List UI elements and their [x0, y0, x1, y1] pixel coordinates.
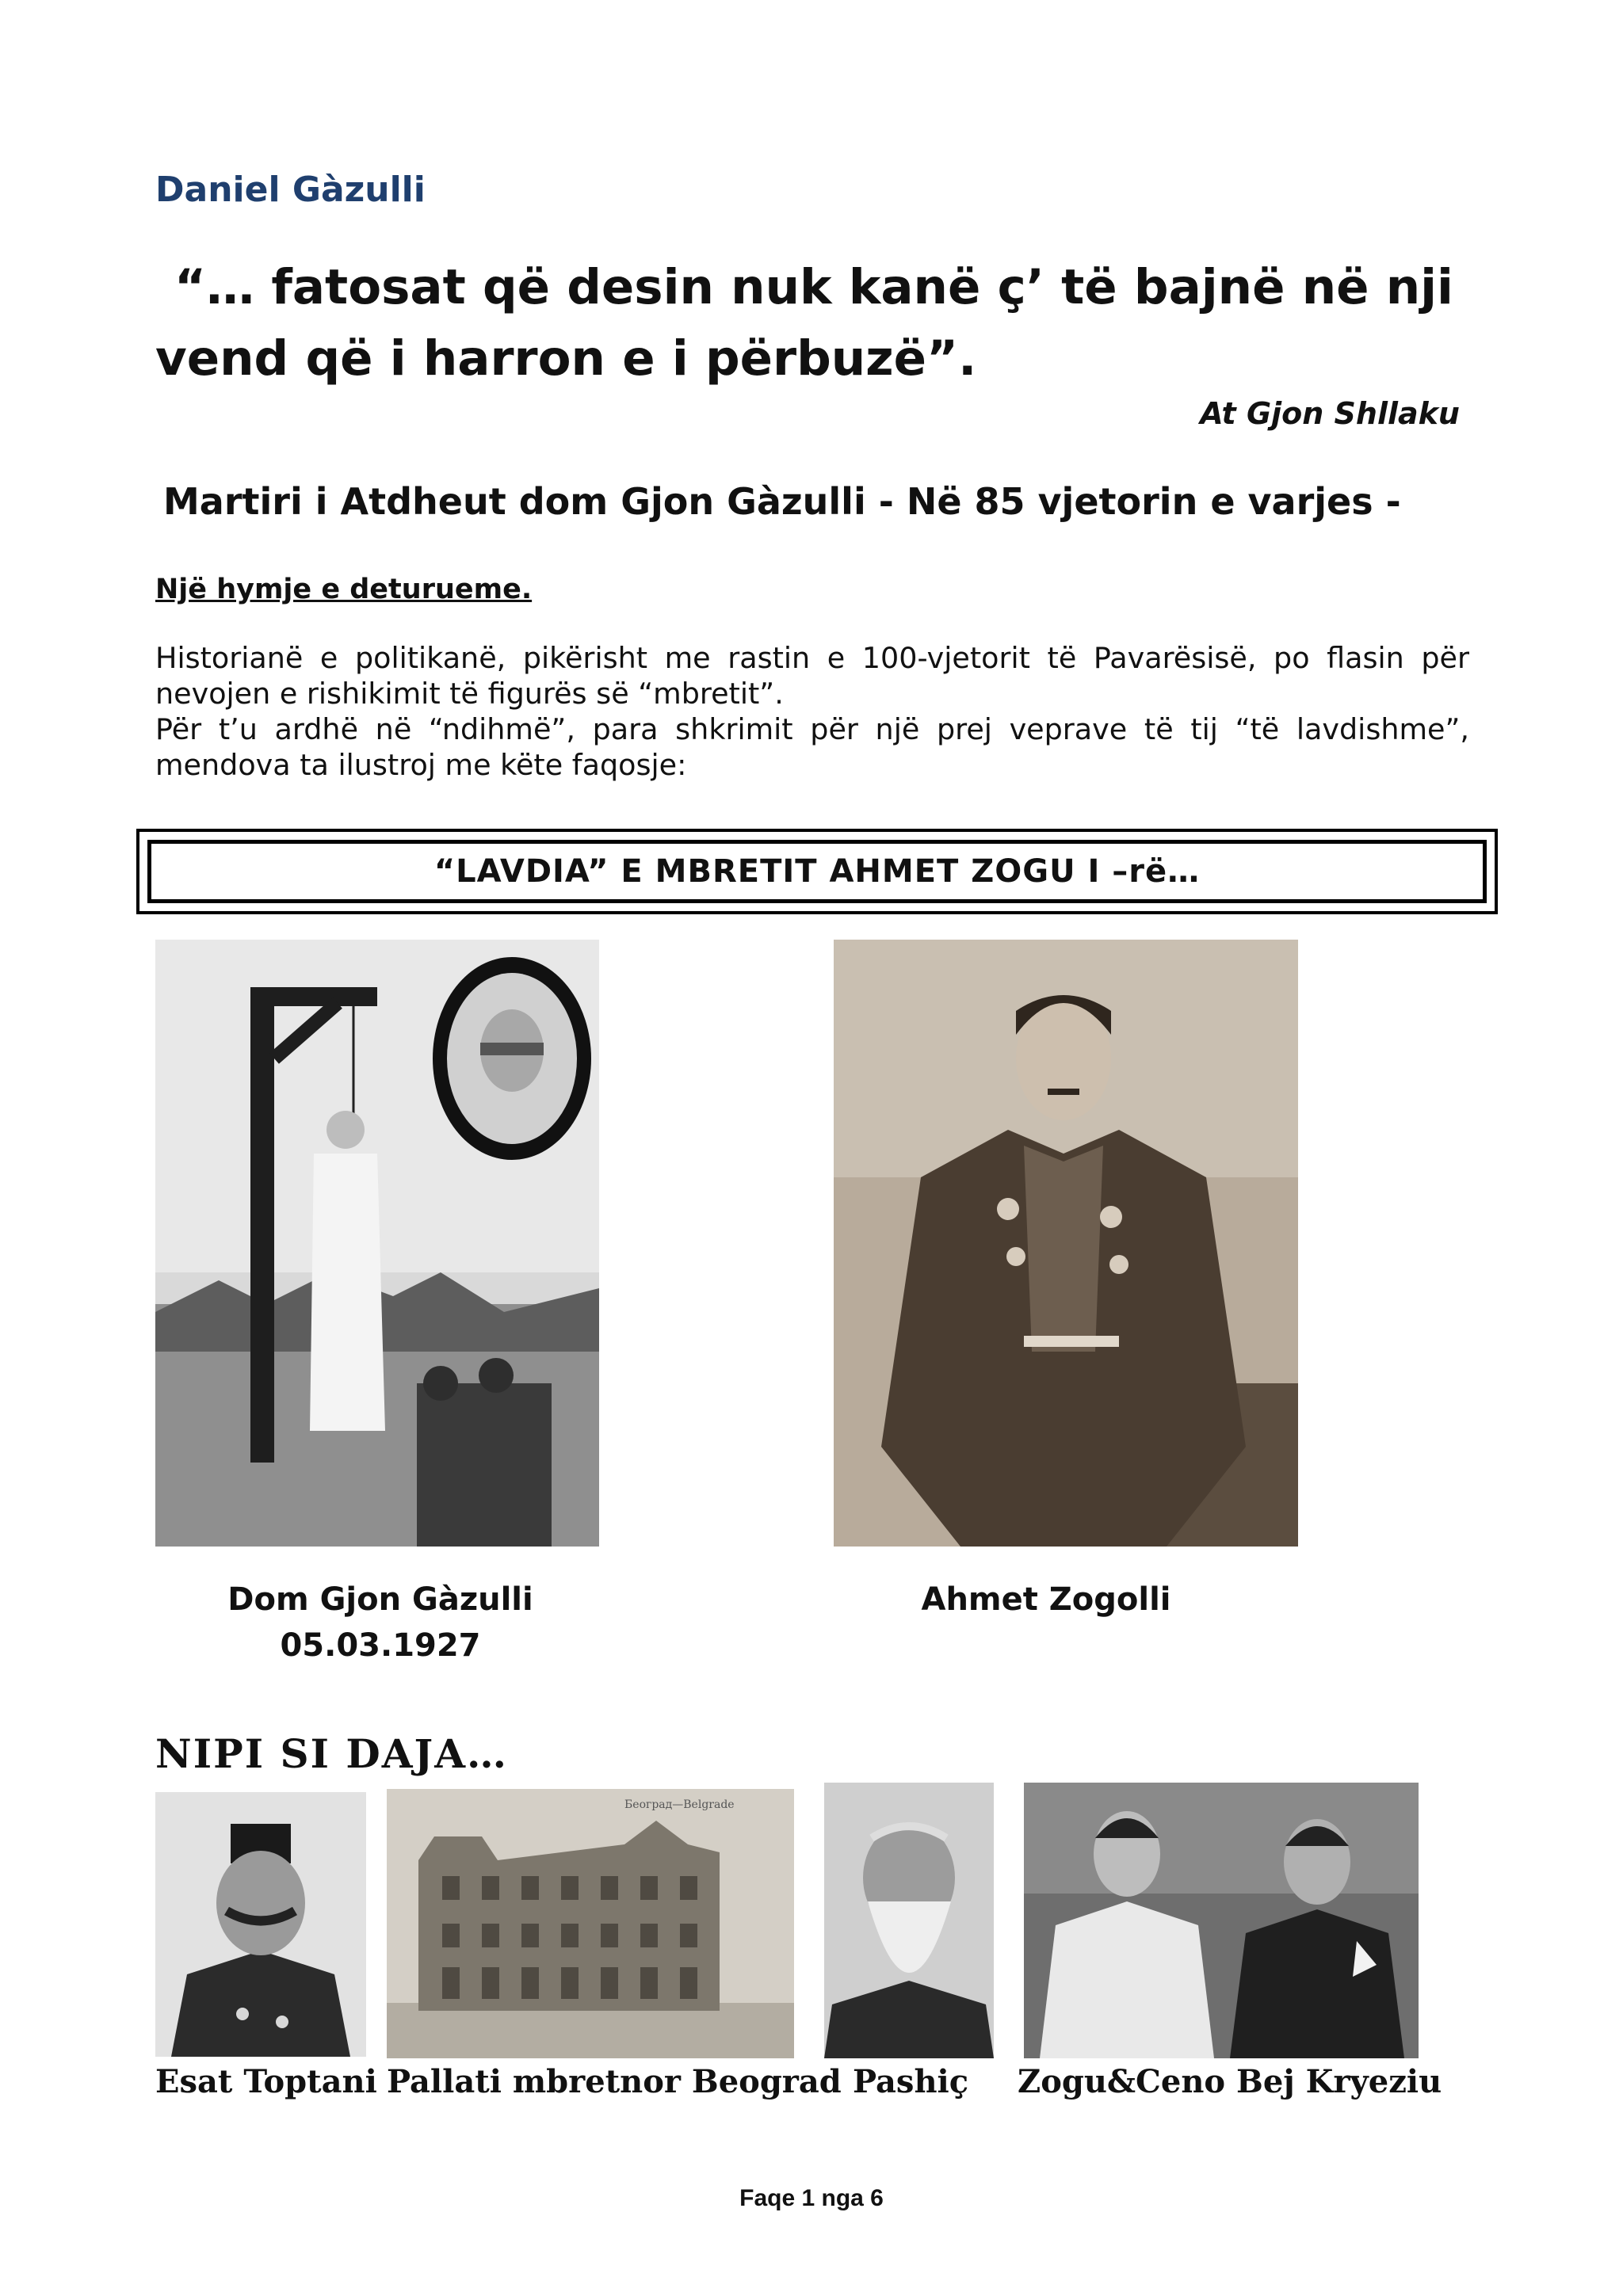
article-title: Martiri i Atdheut dom Gjon Gàzulli - Në 85 vjetorin e varjes - — [163, 480, 1401, 523]
caption-zogolli: Ahmet Zogolli — [921, 1581, 1171, 1618]
caption-pashic: Pashiç — [853, 2063, 969, 2100]
belgrade-palace-photo — [387, 1789, 794, 2058]
caption-pallati: Pallati mbretnor Beograd — [387, 2063, 842, 2100]
caption-zogu-ceno: Zogu&Ceno Bej Kryeziu — [1018, 2063, 1442, 2100]
title-banner — [136, 829, 1498, 914]
quote-line-1: “… fatosat që desin nuk kanë ç’ të bajnë në nji — [174, 259, 1453, 315]
intro-text — [155, 640, 1469, 783]
caption-date: 05.03.1927 — [280, 1627, 481, 1664]
zogu-kryeziu-photo — [1024, 1783, 1419, 2058]
nipi-heading: NIPI SI DAJA… — [155, 1730, 508, 1777]
pashic-photo — [824, 1783, 994, 2058]
quote-line-2: vend që i harron e i përbuzë”. — [155, 330, 977, 387]
epigraph-quote — [155, 252, 1471, 395]
quote-attribution: At Gjon Shllaku — [1200, 396, 1460, 431]
intro-paragraph-1: Historianë e politikanë, pikërisht me rastin e 100-vjetorit të Pavarësisë, po flasin për nevojen e rishikimit të figurës së “mbretit”. — [155, 641, 1469, 711]
king-portrait-photo — [834, 940, 1298, 1547]
caption-esat-toptani: Esat Toptani — [155, 2063, 377, 2100]
esat-toptani-photo — [155, 1792, 366, 2057]
section-title: Një hymje e deturueme. — [155, 574, 533, 605]
gallows-photo — [155, 940, 599, 1547]
caption-gazulli: Dom Gjon Gàzulli — [227, 1581, 533, 1618]
page-footer: Faqe 1 nga 6 — [739, 2185, 884, 2211]
banner-text: “LAVDIA” E MBRETIT AHMET ZOGU I –rë… — [433, 853, 1201, 890]
postcard-caption: Београд—Belgrade — [624, 1798, 735, 1811]
intro-paragraph-2: Për t’u ardhë në “ndihmë”, para shkrimit për një prej veprave të tij “të lavdishme”, mendova ta ilustroj me këte faqosje: — [155, 712, 1469, 782]
author-name: Daniel Gàzulli — [155, 170, 426, 210]
